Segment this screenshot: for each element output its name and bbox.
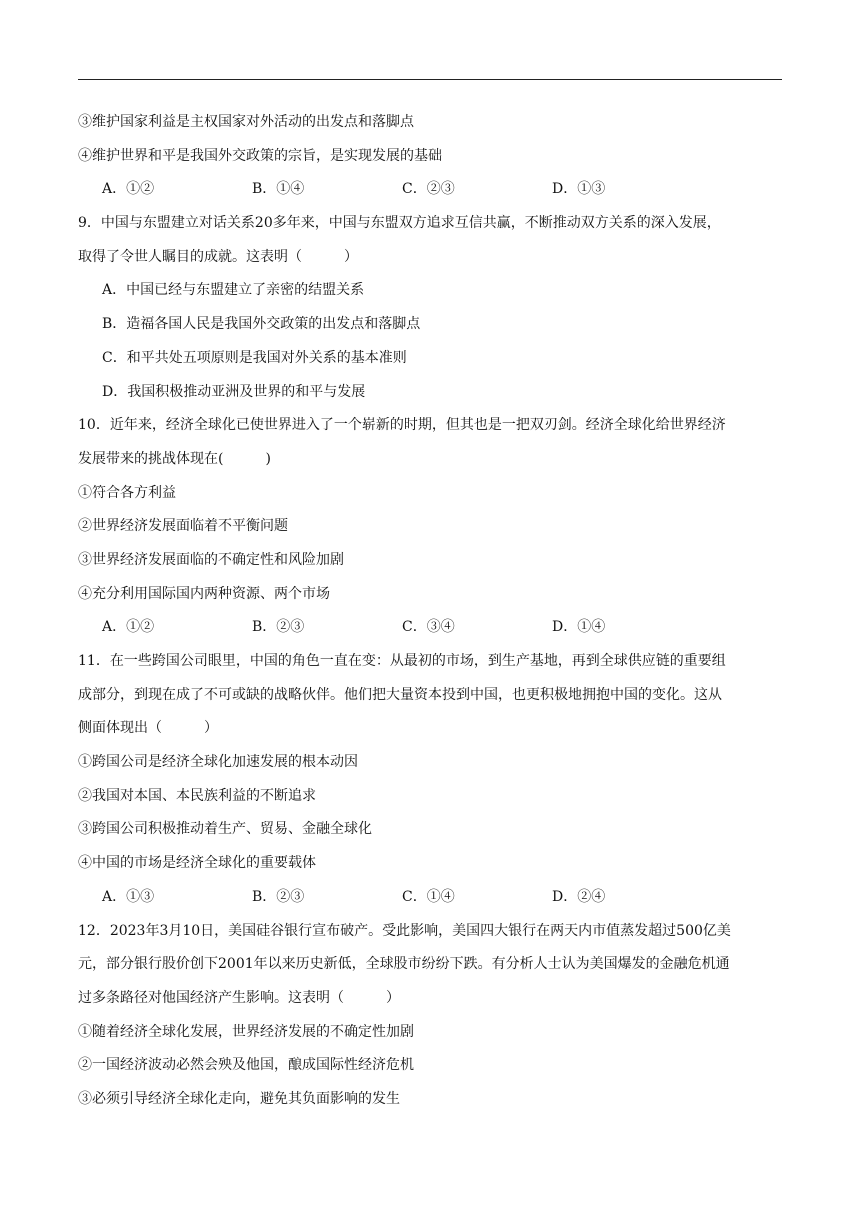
- header-rule: [78, 79, 782, 80]
- option-d: D．①④: [552, 619, 606, 636]
- question-11: [78, 645, 782, 915]
- option-c: C．③④: [402, 619, 455, 636]
- option-a: A．①②: [102, 619, 155, 636]
- statement-4: ④维护世界和平是我国外交政策的宗旨，是实现发展的基础: [78, 147, 442, 164]
- option-b: B．②③: [252, 619, 305, 636]
- statement-4: ④充分利用国际国内两种资源、两个市场: [78, 585, 330, 602]
- choice-a: A．中国已经与东盟建立了亲密的结盟关系: [102, 282, 365, 299]
- question-12: [78, 915, 782, 1117]
- question-stem: 成部分，到现在成了不可或缺的战略伙伴。他们把大量资本投到中国，也更积极地拥抱中国的变化。这从: [78, 686, 722, 703]
- option-c: C．①④: [402, 888, 455, 905]
- option-d: D．①③: [552, 181, 606, 198]
- option-a: A．①③: [102, 888, 155, 905]
- answer-options: [78, 611, 782, 645]
- statement-4: ④中国的市场是经济全球化的重要载体: [78, 855, 316, 872]
- question-stem: 过多条路径对他国经济产生影响。这表明（ ）: [78, 989, 400, 1006]
- statement-3: ③维护国家利益是主权国家对外活动的出发点和落脚点: [78, 114, 414, 130]
- answer-options: [78, 881, 782, 915]
- option-a: A．①②: [102, 181, 155, 198]
- question-stem: 11．在一些跨国公司眼里，中国的角色一直在变：从最初的市场，到生产基地，再到全球供应链的重要组: [78, 653, 726, 669]
- statement-2: ②一国经济波动必然会殃及他国，酿成国际性经济危机: [78, 1057, 414, 1074]
- statement-1: ①跨国公司是经济全球化加速发展的根本动因: [78, 754, 358, 771]
- option-d: D．②④: [552, 888, 606, 905]
- option-c: C．②③: [402, 181, 455, 198]
- statement-1: ①符合各方利益: [78, 484, 176, 501]
- choice-d: D．我国积极推动亚洲及世界的和平与发展: [102, 383, 366, 400]
- choice-c: C．和平共处五项原则是我国对外关系的基本准则: [102, 349, 407, 366]
- question-stem: 10．近年来，经济全球化已使世界进入了一个崭新的时期，但其也是一把双刃剑。经济全球化给世界经济: [78, 417, 726, 434]
- statement-1: ①随着经济全球化发展，世界经济发展的不确定性加剧: [78, 1023, 414, 1040]
- choice-b: B．造福各国人民是我国外交政策的出发点和落脚点: [102, 316, 421, 333]
- option-b: B．②③: [252, 888, 305, 905]
- question-stem: 元，部分银行股价创下2001年以来历史新低，全球股市纷纷下跌。有分析人士认为美国爆发的金融危机通: [78, 956, 730, 973]
- statement-2: ②世界经济发展面临着不平衡问题: [78, 518, 288, 535]
- statement-3: ③必须引导经济全球化走向，避免其负面影响的发生: [78, 1090, 400, 1107]
- option-b: B．①④: [252, 181, 305, 198]
- statement-3: ③世界经济发展面临的不确定性和风险加剧: [78, 551, 344, 568]
- statement-2: ②我国对本国、本民族利益的不断追求: [78, 787, 316, 804]
- question-stem: 取得了令世人瞩目的成就。这表明（ ）: [78, 248, 358, 265]
- answer-options: [78, 173, 782, 207]
- question-stem: 12．2023年3月10日，美国硅谷银行宣布破产。受此影响，美国四大银行在两天内市值蒸发超过500亿美: [78, 922, 731, 939]
- question-10: [78, 409, 782, 645]
- question-stem: 侧面体现出（ ）: [78, 720, 218, 737]
- question-stem: 发展带来的挑战体现在( ): [78, 450, 271, 467]
- question-stem: 9．中国与东盟建立对话关系20多年来，中国与东盟双方追求互信共赢，不断推动双方关系的深入发展，: [78, 215, 721, 232]
- question-9: [78, 207, 782, 409]
- question-8-tail: [78, 106, 782, 207]
- exam-content: [78, 106, 782, 1117]
- statement-3: ③跨国公司积极推动着生产、贸易、金融全球化: [78, 821, 372, 838]
